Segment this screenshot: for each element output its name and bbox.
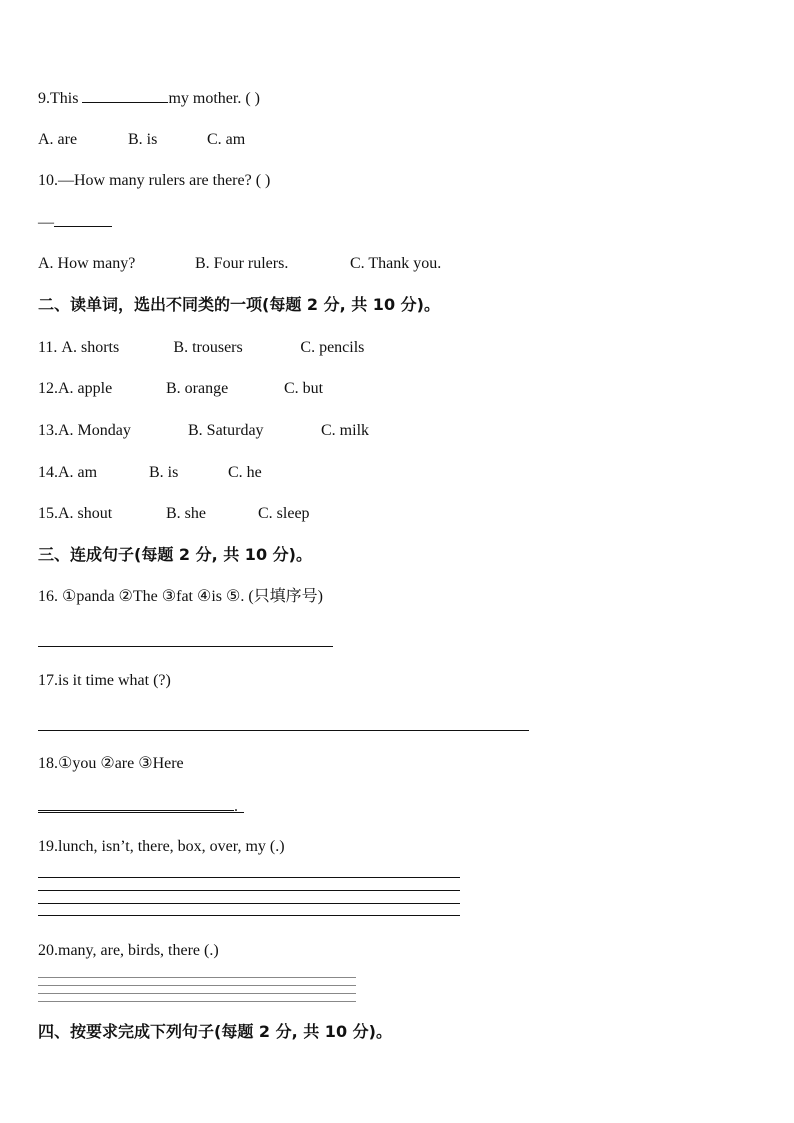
option-a[interactable]: A. shout — [58, 505, 113, 522]
question-9-prefix: 9.This — [38, 90, 83, 107]
question-number: 14. — [38, 464, 58, 481]
question-15 — [38, 504, 310, 524]
section-4-heading: 四、按要求完成下列句子(每题 2 分, 共 10 分)。 — [38, 1022, 392, 1041]
option-c[interactable]: C. milk — [321, 422, 370, 439]
option-c[interactable]: C. but — [284, 380, 324, 397]
question-9-options — [38, 130, 245, 150]
option-a[interactable]: A. am — [58, 464, 98, 481]
question-number: 15. — [38, 505, 58, 522]
answer-line[interactable] — [38, 730, 529, 731]
answer-blank[interactable] — [82, 88, 168, 103]
section-3-heading: 三、连成句子(每题 2 分, 共 10 分)。 — [38, 545, 312, 564]
question-14 — [38, 463, 262, 483]
sentence-period: . — [234, 798, 238, 815]
answer-blank[interactable] — [54, 212, 112, 227]
writing-line-4[interactable] — [38, 915, 460, 916]
question-10-options — [38, 254, 441, 274]
option-b[interactable]: B. is — [128, 131, 158, 148]
option-c[interactable]: C. am — [207, 131, 246, 148]
option-c[interactable]: C. pencils — [300, 339, 365, 356]
question-18: 18.①you ②are ③Here — [38, 755, 184, 772]
question-9 — [38, 88, 260, 109]
option-c[interactable]: C. sleep — [258, 505, 310, 522]
option-a[interactable]: A. apple — [58, 380, 113, 397]
writing-line-2[interactable] — [38, 890, 460, 891]
option-c[interactable]: C. Thank you. — [350, 255, 442, 272]
question-10-answer-line — [38, 212, 112, 233]
option-b[interactable]: B. is — [149, 464, 179, 481]
option-b[interactable]: B. she — [166, 505, 206, 522]
question-10: 10.—How many rulers are there? ( ) — [38, 172, 271, 189]
question-number: 12. — [38, 380, 58, 397]
writing-line-3[interactable] — [38, 903, 460, 904]
writing-line-1[interactable] — [38, 977, 356, 978]
option-a[interactable]: A. Monday — [58, 422, 131, 439]
question-20: 20.many, are, birds, there (.) — [38, 942, 219, 959]
dash: — — [38, 214, 54, 231]
question-17: 17.is it time what (?) — [38, 672, 171, 689]
answer-blank[interactable] — [38, 796, 234, 811]
question-number: 11. — [38, 339, 62, 356]
underline — [38, 812, 244, 813]
question-18-answer — [38, 796, 238, 817]
question-16: 16. ①panda ②The ③fat ④is ⑤. (只填序号) — [38, 588, 324, 605]
option-a[interactable]: A. shorts — [61, 339, 120, 356]
section-2-heading: 二、读单词，选出不同类的一项(每题 2 分, 共 10 分)。 — [38, 295, 440, 314]
question-9-suffix: my mother. ( ) — [168, 90, 260, 107]
writing-line-2[interactable] — [38, 985, 356, 986]
answer-line[interactable] — [38, 646, 333, 647]
option-a[interactable]: A. are — [38, 131, 78, 148]
option-b[interactable]: B. trousers — [173, 339, 243, 356]
question-number: 13. — [38, 422, 58, 439]
option-b[interactable]: B. Saturday — [188, 422, 264, 439]
writing-line-1[interactable] — [38, 877, 460, 878]
option-b[interactable]: B. Four rulers. — [195, 255, 289, 272]
question-19: 19.lunch, isn’t, there, box, over, my (.) — [38, 838, 285, 855]
option-c[interactable]: C. he — [228, 464, 262, 481]
writing-line-4[interactable] — [38, 1001, 356, 1002]
writing-line-3[interactable] — [38, 993, 356, 994]
option-b[interactable]: B. orange — [166, 380, 229, 397]
question-12 — [38, 379, 323, 399]
question-11 — [38, 338, 364, 358]
question-13 — [38, 421, 369, 441]
option-a[interactable]: A. How many? — [38, 255, 136, 272]
